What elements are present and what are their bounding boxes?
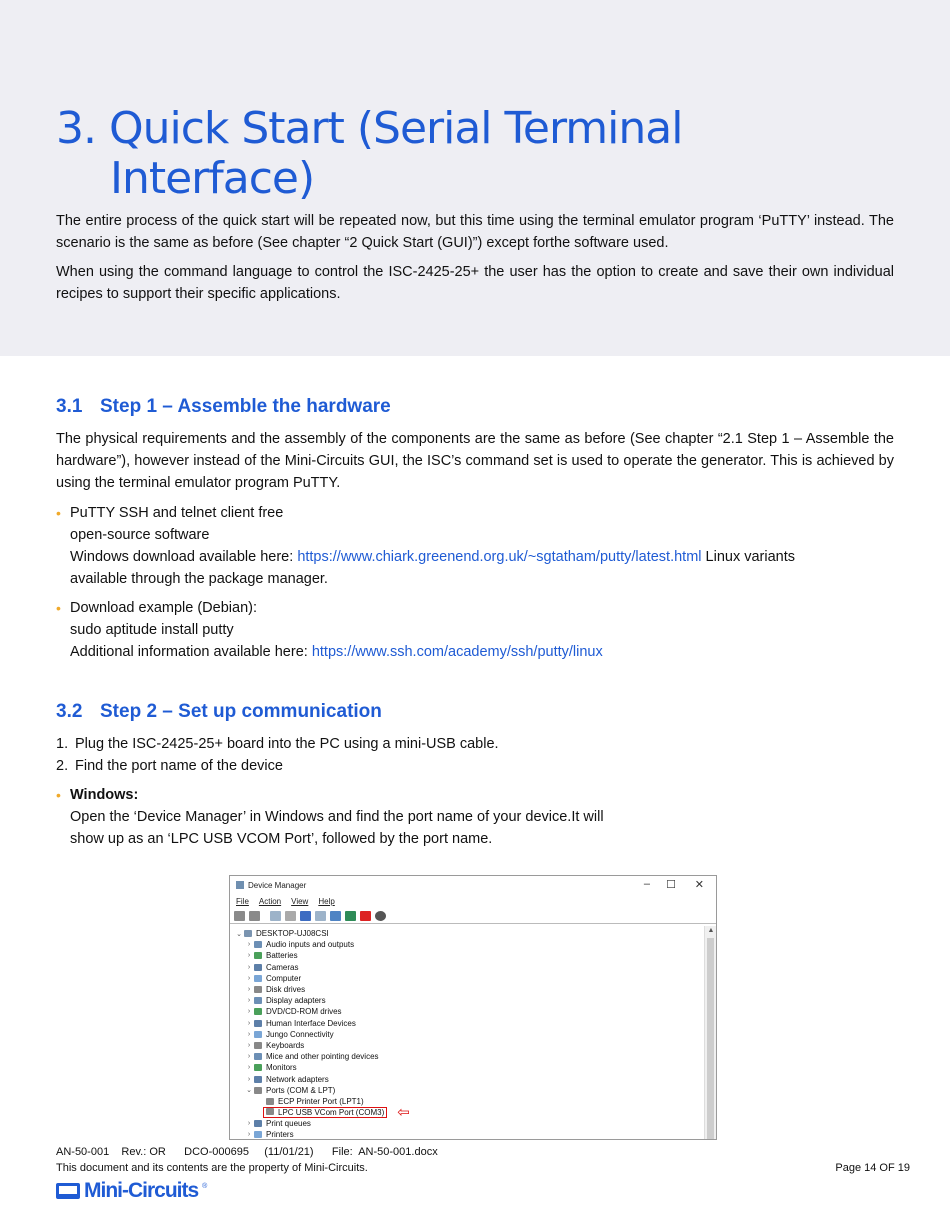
- tree-item[interactable]: [230, 995, 704, 1006]
- list-text: Find the port name of the device: [75, 758, 283, 774]
- device-category-icon: [254, 1076, 262, 1083]
- tree-item-label: Network adapters: [266, 1074, 329, 1084]
- bullet-dot: •: [56, 505, 61, 521]
- chevron-right-icon[interactable]: ›: [247, 974, 251, 982]
- port-icon: [266, 1108, 274, 1115]
- list-number: 1.: [56, 736, 69, 752]
- chevron-right-icon[interactable]: ›: [247, 1041, 251, 1049]
- tree-item-label: Printers: [266, 1130, 294, 1140]
- device-category-icon: [254, 1131, 262, 1138]
- bullet-text: Windows download available here:: [70, 549, 298, 565]
- back-icon[interactable]: [234, 911, 245, 921]
- tree-item-label: Mice and other pointing devices: [266, 1052, 379, 1062]
- chapter-title-line1: 3. Quick Start (Serial Terminal: [56, 103, 683, 154]
- chapter-title-line2: Interface): [110, 153, 315, 204]
- download-icon[interactable]: [375, 911, 386, 921]
- computer-icon: [244, 930, 252, 937]
- tree-item-label: Ports (COM & LPT): [266, 1085, 336, 1095]
- footer-property-note: This document and its contents are the property of Mini-Circuits.: [56, 1162, 368, 1174]
- tree-item[interactable]: [230, 984, 704, 995]
- tree-item-label: Print queues: [266, 1119, 311, 1129]
- dm-scrollbar[interactable]: [704, 926, 716, 1139]
- bullet-windows: [56, 784, 894, 850]
- bullet-dot: •: [56, 787, 61, 803]
- tree-item[interactable]: [230, 1018, 704, 1029]
- tree-item-label: Keyboards: [266, 1040, 305, 1050]
- scan-icon[interactable]: [330, 911, 341, 921]
- section-number: 3.2: [56, 701, 83, 722]
- device-category-icon: [254, 1042, 262, 1049]
- chevron-right-icon[interactable]: ›: [247, 1131, 251, 1139]
- device-category-icon: [254, 1031, 262, 1038]
- device-category-icon: [254, 1020, 262, 1027]
- scroll-up-icon[interactable]: ▲: [707, 927, 715, 934]
- chevron-down-icon[interactable]: ⌄: [236, 930, 242, 938]
- dm-title: Device Manager: [248, 880, 307, 890]
- update-driver-icon[interactable]: [345, 911, 356, 921]
- dm-device-tree: [230, 926, 704, 1139]
- device-category-icon: [254, 1008, 262, 1015]
- dm-titlebar: [230, 876, 716, 894]
- scroll-thumb[interactable]: [707, 938, 714, 1139]
- logo-text: Mini-Circuits: [84, 1179, 199, 1202]
- tree-item-ports[interactable]: [230, 1085, 704, 1096]
- tree-root[interactable]: [230, 928, 704, 939]
- bullet-line: sudo aptitude install putty: [70, 622, 234, 638]
- device-category-icon: [254, 1064, 262, 1071]
- device-category-icon: [254, 941, 262, 948]
- tree-item-label: Human Interface Devices: [266, 1018, 356, 1028]
- chevron-right-icon[interactable]: ›: [247, 1019, 251, 1027]
- tree-item[interactable]: [230, 1129, 704, 1140]
- list-item: [56, 755, 499, 777]
- arrow-left-icon: ⇦: [397, 1103, 410, 1121]
- menu-action[interactable]: Action: [258, 896, 282, 906]
- device-manager-screenshot: [229, 875, 717, 1140]
- section-title: Step 2 – Set up communication: [100, 701, 382, 722]
- help-icon[interactable]: [300, 911, 311, 921]
- intro-paragraph-1: The entire process of the quick start will be repeated now, but this time using the terminal emulator program ‘PuTTY’ instead. The scenario is the same as before (See chapter “2 Quick Start (GUI)”) except forthe software used.: [56, 213, 894, 251]
- chevron-right-icon[interactable]: ›: [247, 997, 251, 1005]
- maximize-icon[interactable]: ☐: [666, 879, 676, 891]
- bullet-line: PuTTY SSH and telnet client free: [70, 505, 284, 521]
- tree-item[interactable]: [230, 1073, 704, 1084]
- putty-download-link[interactable]: https://www.chiark.greenend.org.uk/~sgtatham/putty/latest.html: [297, 549, 702, 565]
- details-icon[interactable]: [315, 911, 326, 921]
- device-category-icon: [254, 1053, 262, 1060]
- bullet-download-example: [56, 597, 894, 663]
- chevron-down-icon[interactable]: ⌄: [246, 1087, 252, 1095]
- bullet-line: [70, 546, 894, 568]
- forward-icon[interactable]: [249, 911, 260, 921]
- menu-file[interactable]: File: [236, 896, 249, 906]
- chevron-right-icon[interactable]: ›: [247, 1030, 251, 1038]
- tree-root-label: DESKTOP-UJ08CSI: [256, 929, 329, 939]
- list-text: Plug the ISC-2425-25+ board into the PC using a mini-USB cable.: [75, 736, 499, 752]
- footer-page-number: Page 14 OF 19: [835, 1162, 910, 1174]
- device-category-icon: [254, 964, 262, 971]
- chevron-right-icon[interactable]: ›: [247, 1075, 251, 1083]
- bullet-line: available through the package manager.: [70, 571, 328, 587]
- chevron-right-icon[interactable]: ›: [247, 963, 251, 971]
- chevron-right-icon[interactable]: ›: [247, 1053, 251, 1061]
- section-title: Step 1 – Assemble the hardware: [100, 396, 391, 417]
- tree-item-label: Batteries: [266, 951, 298, 961]
- tree-item[interactable]: [230, 1118, 704, 1129]
- section-3-1-heading: [56, 396, 391, 418]
- dm-menubar: [230, 894, 716, 908]
- menu-help[interactable]: Help: [318, 896, 335, 906]
- bullet-putty: [56, 502, 894, 590]
- tree-item[interactable]: [230, 1029, 704, 1040]
- port-icon: [266, 1098, 274, 1105]
- tree-item[interactable]: [230, 939, 704, 950]
- bullet-label: Windows:: [70, 787, 139, 803]
- tree-item-label: Jungo Connectivity: [266, 1029, 334, 1039]
- chevron-right-icon[interactable]: ›: [247, 952, 251, 960]
- bullet-line: open-source software: [70, 527, 210, 543]
- device-category-icon: [254, 986, 262, 993]
- section-3-1-paragraph: The physical requirements and the assembly of the components are the same as before (See chapter “2.1 Step 1 – Assemble the hardware”), however instead of the Mini-Circuits GUI, the ISC’s command set is used to operate the generator. This is achieved by using the terminal emulator program PuTTY.: [56, 431, 894, 491]
- tree-item[interactable]: [230, 1040, 704, 1051]
- tree-item-label: DVD/CD-ROM drives: [266, 1007, 342, 1017]
- tree-item[interactable]: [230, 1062, 704, 1073]
- list-number: 2.: [56, 758, 69, 774]
- bullet-text: Additional information available here:: [70, 644, 312, 660]
- ssh-info-link[interactable]: https://www.ssh.com/academy/ssh/putty/linux: [311, 644, 603, 660]
- uninstall-icon[interactable]: [360, 911, 371, 921]
- mini-circuits-logo: [56, 1179, 207, 1203]
- bullet-text: Linux variants: [701, 549, 795, 565]
- intro-paragraph-2: When using the command language to control the ISC-2425-25+ the user has the option to create and save their own individual recipes to support their specific applications.: [56, 264, 894, 302]
- dm-app-icon: [236, 881, 244, 889]
- chevron-right-icon[interactable]: ›: [247, 1120, 251, 1128]
- chevron-right-icon[interactable]: ›: [247, 941, 251, 949]
- section-3-2-heading: [56, 701, 382, 723]
- tree-item-ecp-port[interactable]: [230, 1096, 704, 1107]
- list-view-icon[interactable]: [285, 911, 296, 921]
- device-category-icon: [254, 997, 262, 1004]
- tree-item[interactable]: [230, 950, 704, 961]
- tree-item-label: ECP Printer Port (LPT1): [278, 1096, 364, 1106]
- tree-item-label: Monitors: [266, 1063, 297, 1073]
- dm-toolbar: [230, 908, 716, 924]
- bullet-line: [70, 641, 894, 663]
- steps-list: [56, 733, 499, 777]
- tree-item-label: Display adapters: [266, 996, 326, 1006]
- tree-item-label: Disk drives: [266, 985, 306, 995]
- properties-icon[interactable]: [270, 911, 281, 921]
- tree-item[interactable]: [230, 962, 704, 973]
- chevron-right-icon[interactable]: ›: [247, 1008, 251, 1016]
- chevron-right-icon[interactable]: ›: [247, 986, 251, 994]
- tree-item-label: LPC USB VCom Port (COM3): [278, 1108, 385, 1118]
- list-item: [56, 733, 499, 755]
- device-category-icon: [254, 1120, 262, 1127]
- device-category-icon: [254, 975, 262, 982]
- port-highlight: [263, 1107, 387, 1118]
- tree-item-label: Audio inputs and outputs: [266, 940, 355, 950]
- port-icon: [254, 1087, 262, 1094]
- menu-view[interactable]: View: [291, 896, 309, 906]
- tree-item-label: Cameras: [266, 962, 299, 972]
- tree-item-label: Computer: [266, 973, 302, 983]
- chevron-right-icon[interactable]: ›: [247, 1064, 251, 1072]
- section-number: 3.1: [56, 396, 83, 417]
- minimize-icon[interactable]: –: [643, 878, 650, 890]
- footer-doc-info: AN-50-001 Rev.: OR DCO-000695 (11/01/21) File: AN-50-001.docx: [56, 1146, 438, 1158]
- bullet-line: Open the ‘Device Manager’ in Windows and find the port name of your device.It will: [70, 809, 604, 825]
- chapter-title: [56, 104, 756, 204]
- tree-item[interactable]: [230, 1051, 704, 1062]
- close-icon[interactable]: ✕: [694, 879, 704, 891]
- bullet-dot: •: [56, 600, 61, 616]
- bullet-line: Download example (Debian):: [70, 600, 257, 616]
- logo-registered: ®: [202, 1183, 208, 1190]
- device-category-icon: [254, 952, 262, 959]
- tree-item[interactable]: [230, 1006, 704, 1017]
- tree-item-lpc-usb-port[interactable]: [230, 1103, 704, 1121]
- tree-item[interactable]: [230, 973, 704, 984]
- bullet-line: show up as an ‘LPC USB VCOM Port’, followed by the port name.: [70, 831, 493, 847]
- logo-mark-icon: [56, 1183, 80, 1199]
